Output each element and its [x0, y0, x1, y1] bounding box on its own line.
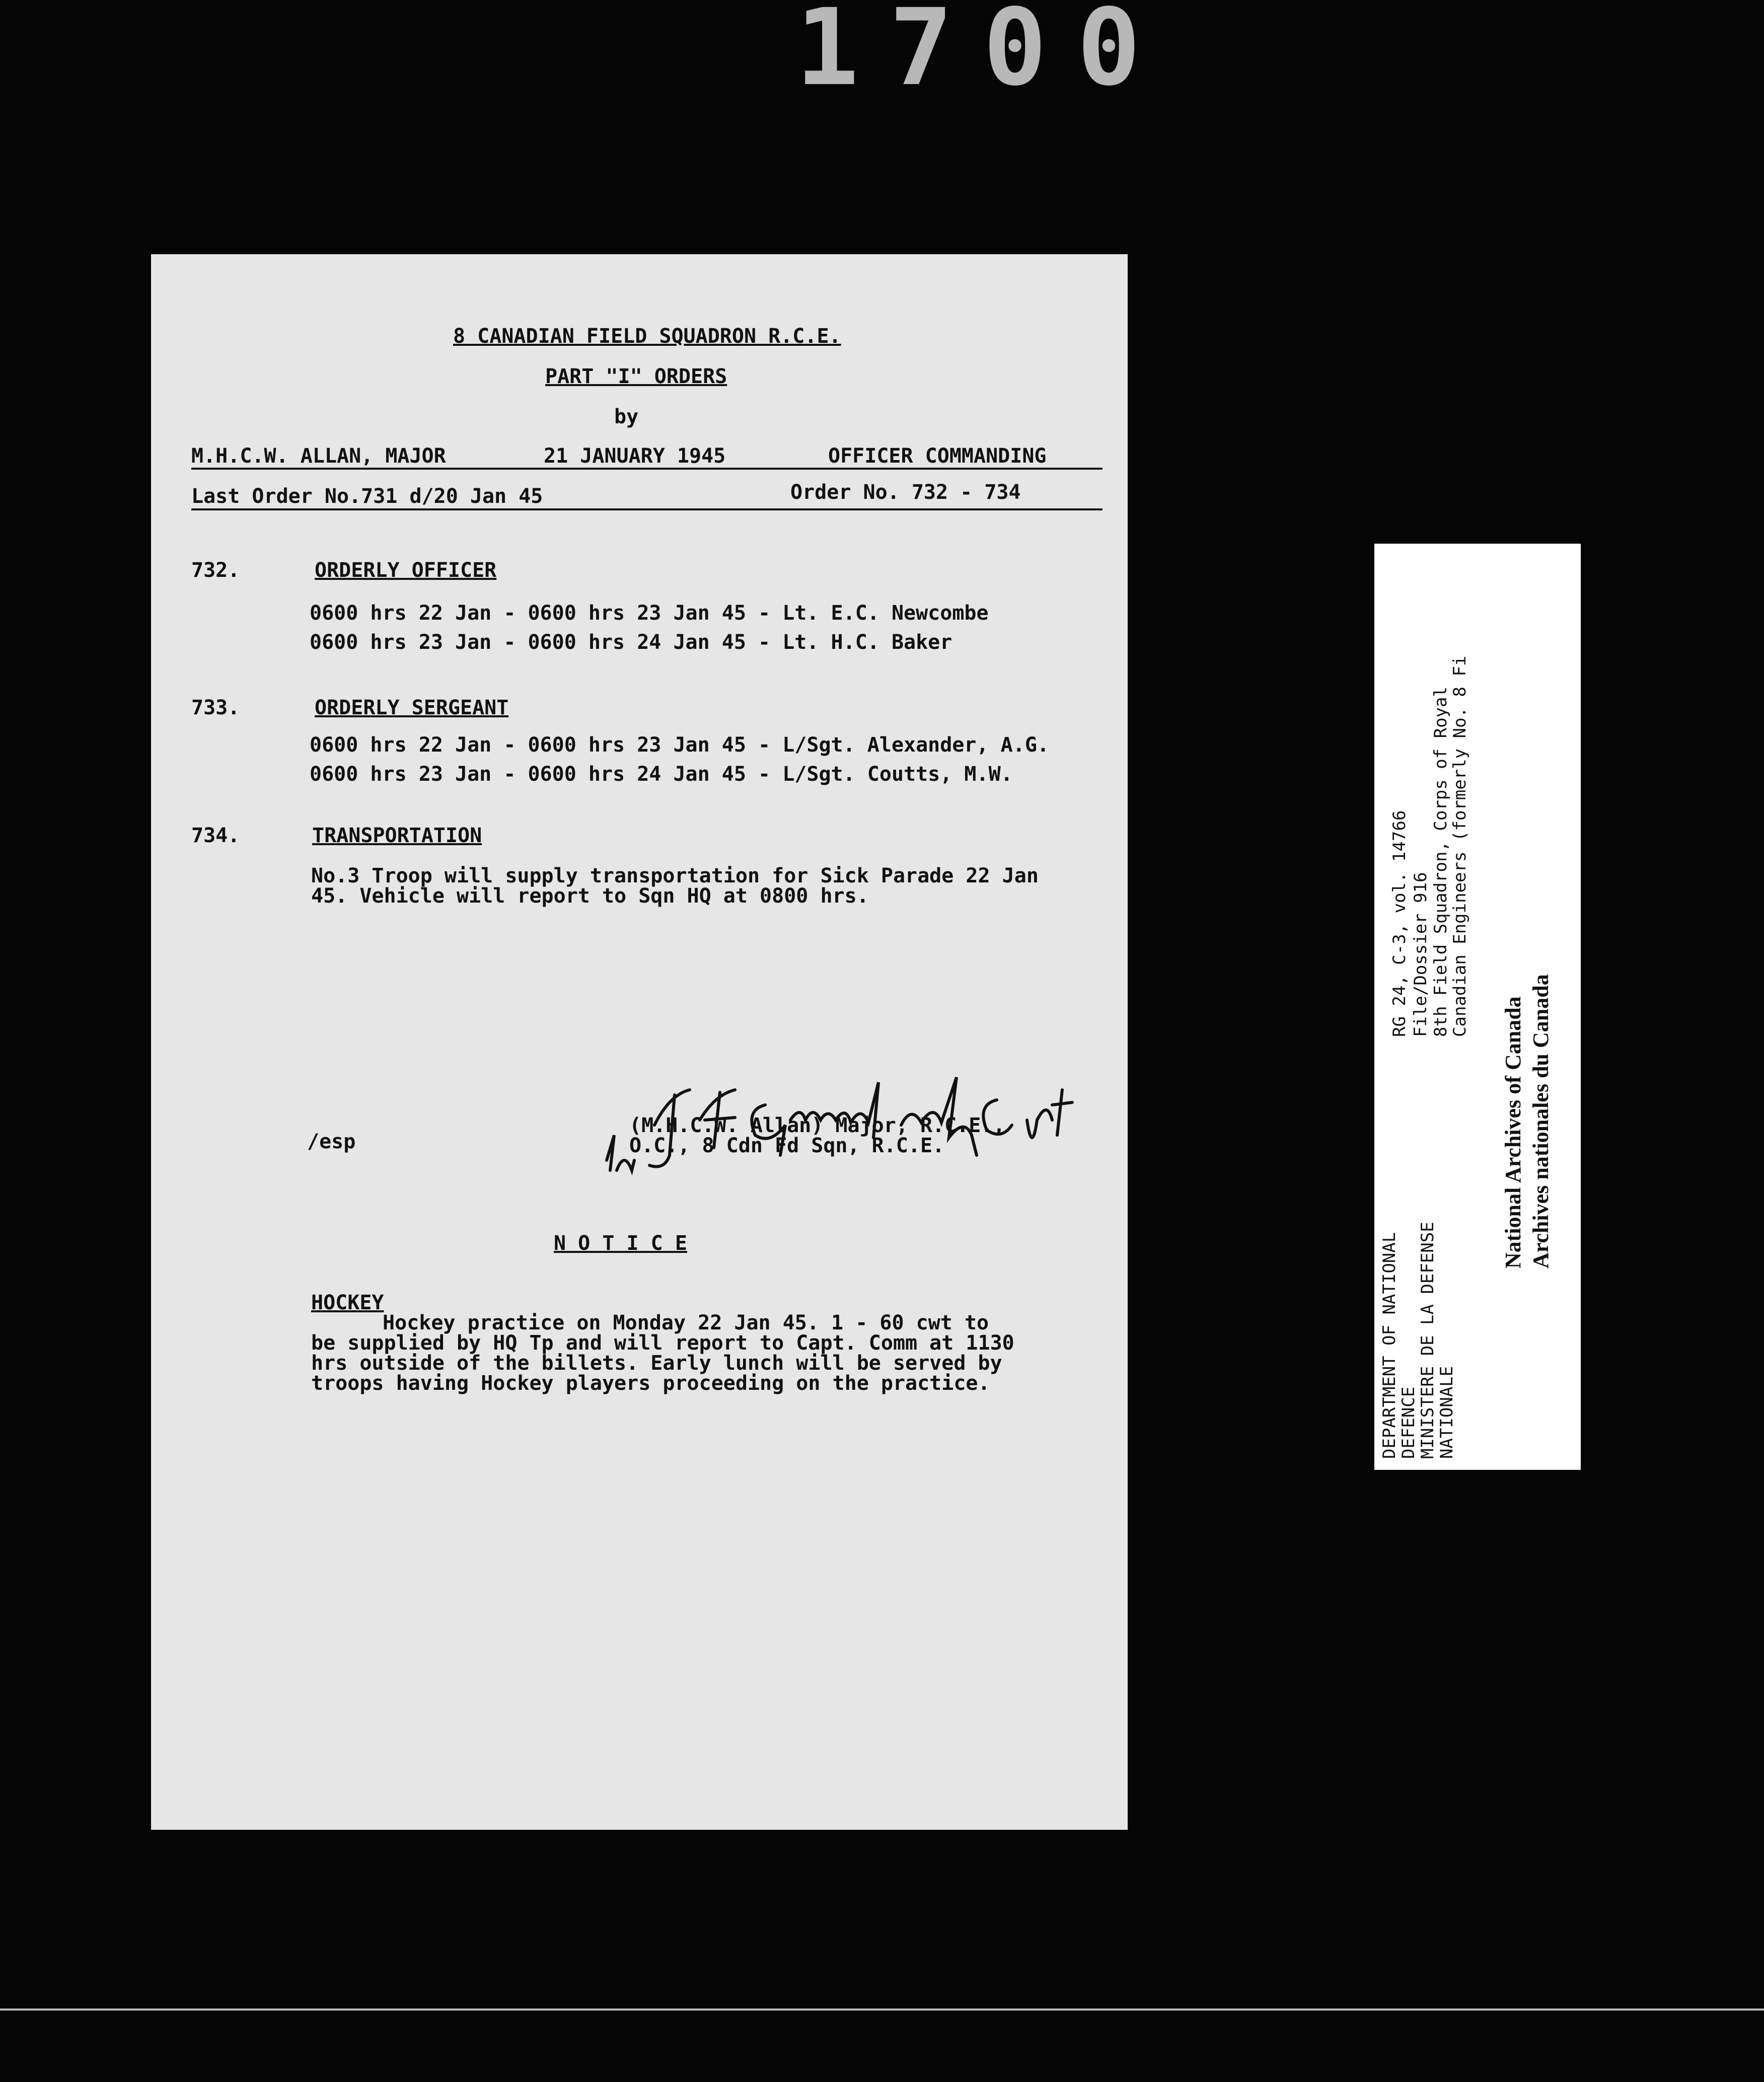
order-number: Order No. 732 - 734: [790, 481, 1021, 504]
frame-number: 1700: [795, 0, 1171, 109]
orders-title: PART "I" ORDERS: [545, 365, 727, 388]
last-order-number: Last Order No.731 d/20 Jan 45: [191, 485, 543, 508]
archives-name-fr: Archives nationales du Canada: [1528, 974, 1553, 1269]
dept-line: DEPARTMENT OF NATIONAL: [1379, 1232, 1400, 1459]
typist-initials: /esp: [307, 1130, 356, 1153]
by-label: by: [614, 405, 639, 428]
archive-label: [1374, 544, 1581, 1470]
archive-reference: 8th Field Squadron, Corps of Royal: [1431, 687, 1451, 1037]
notice-line: be supplied by HQ Tp and will report to Capt. Comm at 1130: [311, 1331, 1014, 1355]
section-title: ORDERLY SERGEANT: [315, 696, 509, 719]
header-rule-2: [191, 508, 1102, 510]
duty-line: 0600 hrs 23 Jan - 0600 hrs 24 Jan 45 - L/Sgt. Coutts, M.W.: [310, 763, 1013, 786]
notice-line: Hockey practice on Monday 22 Jan 45. 1 - 60 cwt to: [383, 1311, 989, 1334]
archive-reference: Canadian Engineers (formerly No. 8 Fi: [1450, 655, 1470, 1037]
duty-line: 0600 hrs 22 Jan - 0600 hrs 23 Jan 45 - Lt. E.C. Newcombe: [310, 602, 989, 625]
section-title: TRANSPORTATION: [312, 824, 482, 847]
archive-reference: RG 24, C-3, vol. 14766: [1389, 810, 1410, 1037]
duty-line: 0600 hrs 22 Jan - 0600 hrs 23 Jan 45 - L/Sgt. Alexander, A.G.: [310, 733, 1050, 757]
section-number: 733.: [191, 696, 240, 719]
signatory-unit: O.C., 8 Cdn Fd Sqn, R.C.E.: [629, 1134, 945, 1157]
archive-reference: File/Dossier 916: [1411, 872, 1431, 1037]
commander-role: OFFICER COMMANDING: [828, 444, 1047, 468]
archives-name-en: National Archives of Canada: [1501, 996, 1525, 1269]
notice-line: troops having Hockey players proceeding on the practice.: [311, 1372, 990, 1395]
dept-line: MINISTERE DE LA DEFENSE: [1418, 1222, 1438, 1459]
paragraph-line: 45. Vehicle will report to Sqn HQ at 0800 hrs.: [311, 884, 869, 908]
signatory-name: (M.H.C.W. Allan) Major, R.C.E.,: [629, 1114, 1005, 1137]
document-page: [151, 254, 1128, 1830]
dept-line: NATIONALE: [1437, 1366, 1457, 1459]
film-edge-line: [0, 2009, 1764, 2011]
section-number: 734.: [191, 824, 240, 847]
commander-name: M.H.C.W. ALLAN, MAJOR: [191, 444, 446, 468]
header-rule-1: [191, 468, 1102, 470]
section-title: ORDERLY OFFICER: [315, 559, 497, 582]
duty-line: 0600 hrs 23 Jan - 0600 hrs 24 Jan 45 - Lt. H.C. Baker: [310, 631, 952, 654]
unit-title: 8 CANADIAN FIELD SQUADRON R.C.E.: [453, 325, 841, 348]
dept-line: DEFENCE: [1399, 1386, 1419, 1459]
section-number: 732.: [191, 559, 240, 582]
notice-subheading: HOCKEY: [311, 1291, 384, 1314]
notice-heading: N O T I C E: [554, 1232, 687, 1255]
paragraph-line: No.3 Troop will supply transportation for Sick Parade 22 Jan: [311, 864, 1039, 887]
order-date: 21 JANUARY 1945: [544, 444, 726, 468]
notice-line: hrs outside of the billets. Early lunch will be served by: [311, 1352, 1002, 1375]
